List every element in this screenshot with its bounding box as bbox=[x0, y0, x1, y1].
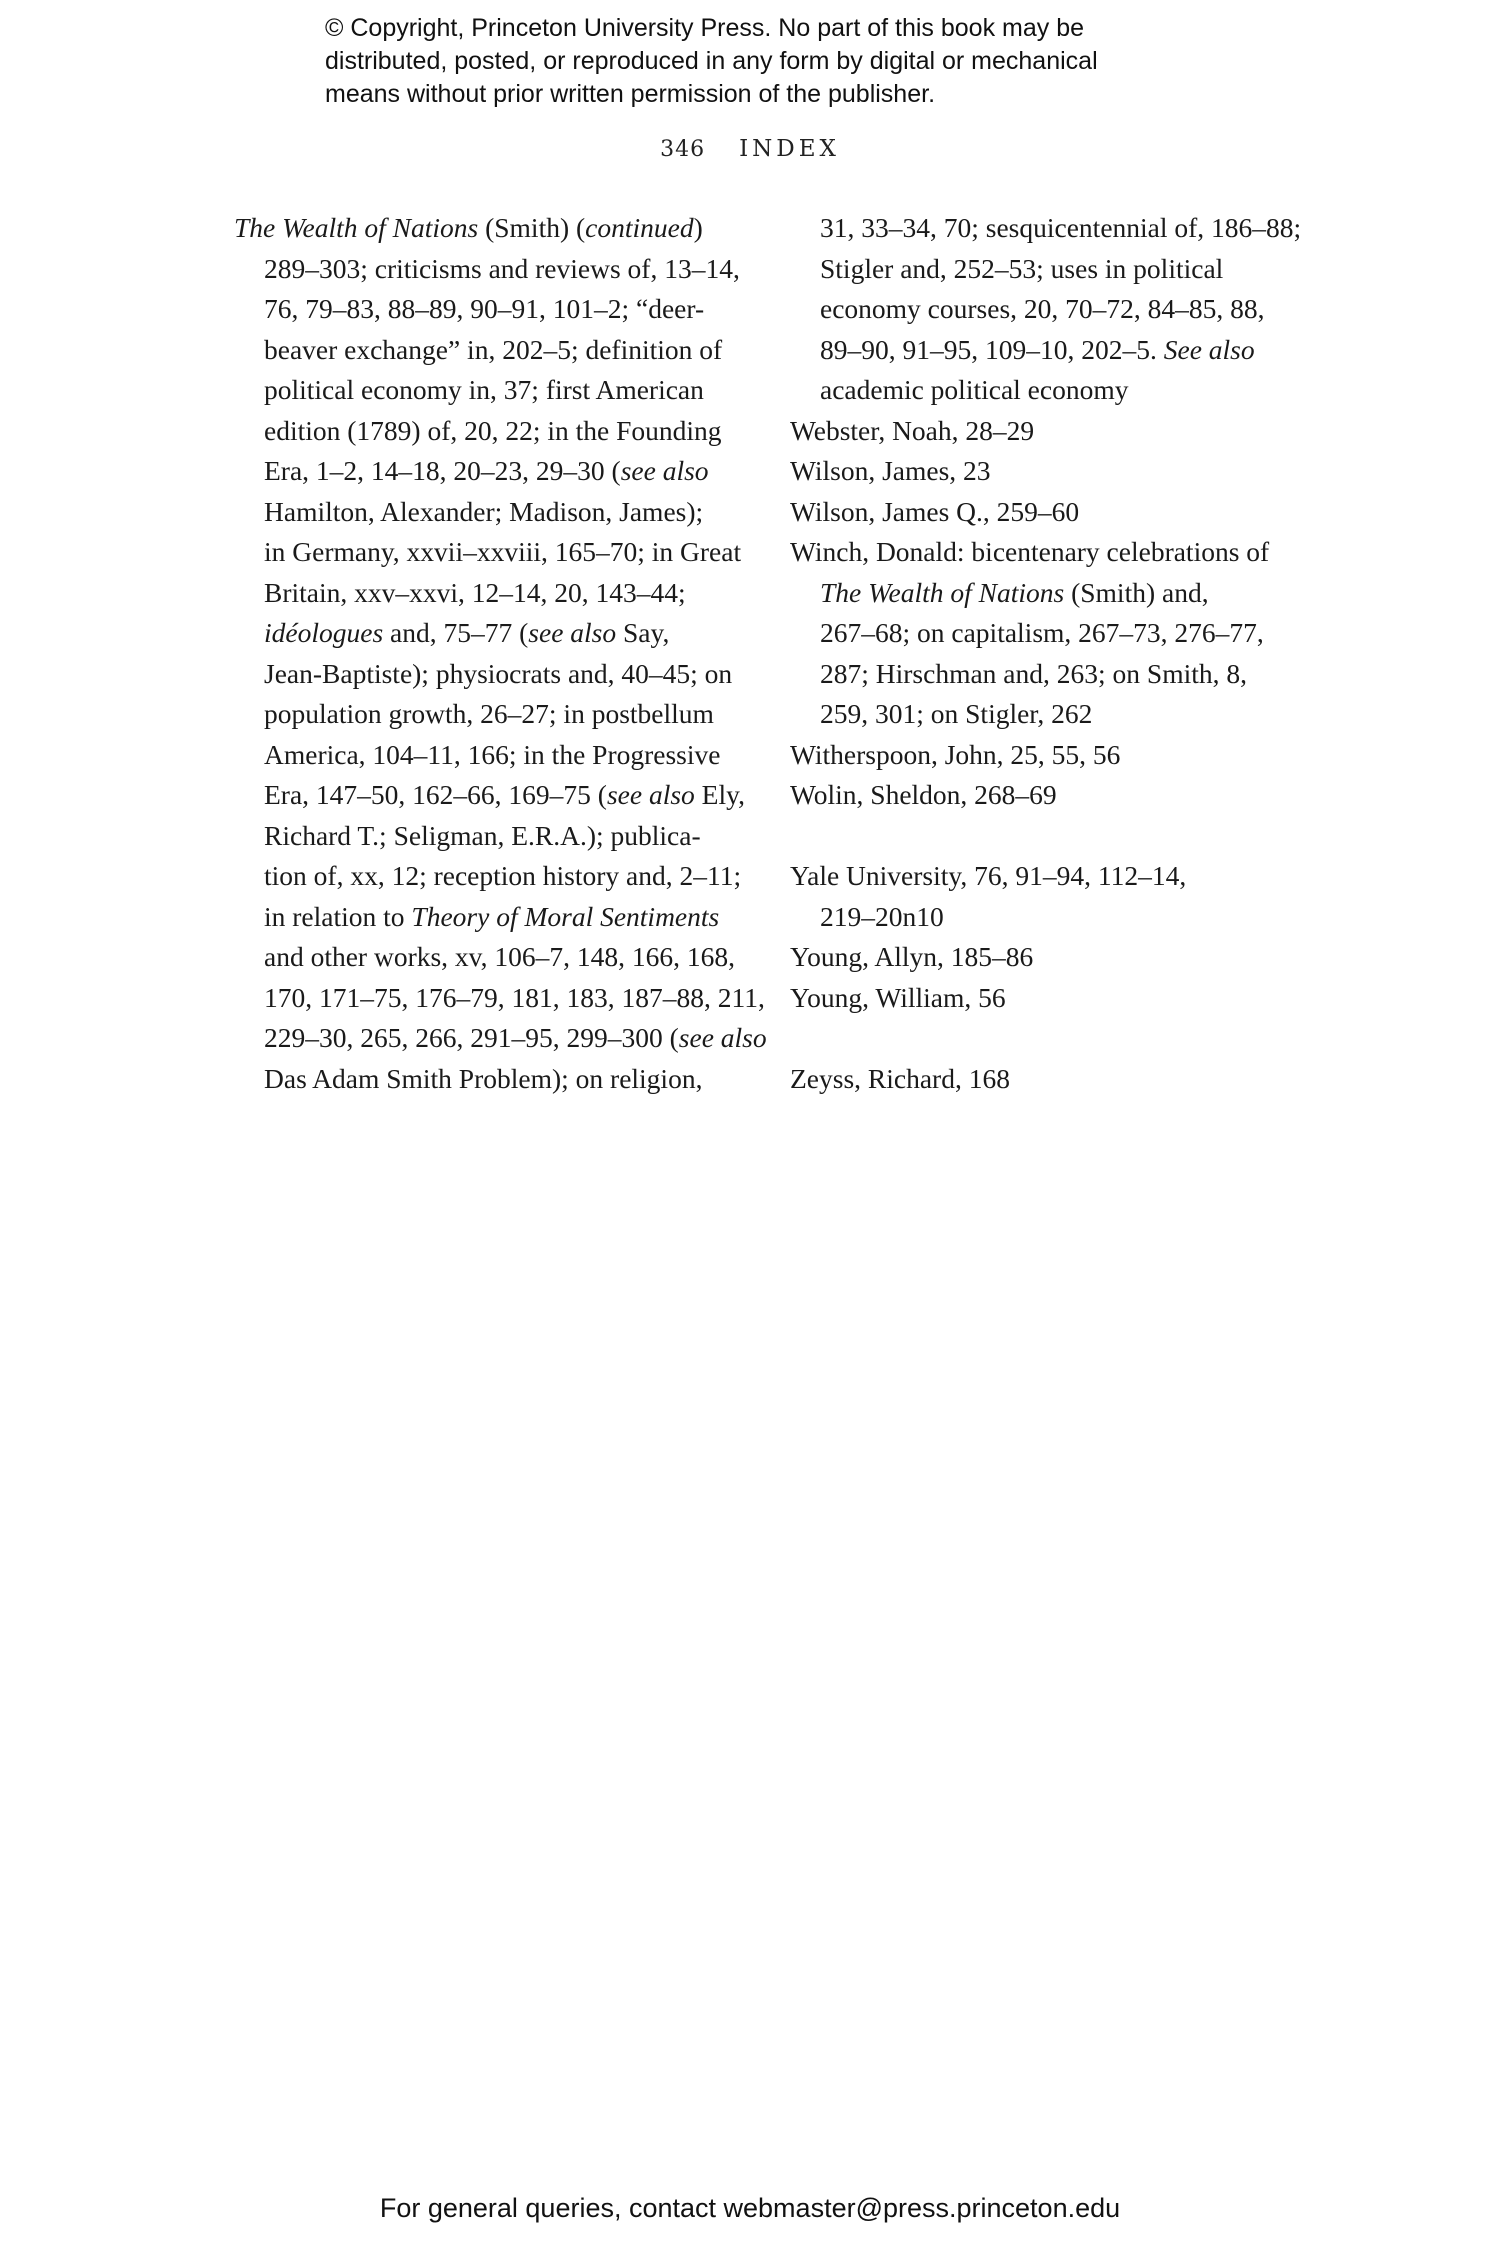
index-entry: Zeyss, Richard, 168 bbox=[790, 1062, 1010, 1094]
index-entry: Wolin, Sheldon, 268–69 bbox=[790, 779, 1057, 810]
index-entry: Young, William, 56 bbox=[790, 981, 1006, 1013]
index-entry: Winch, Donald: bicentenary celebrations of bbox=[790, 536, 1270, 567]
index-line: economy courses, 20, 70–72, 84–85, 88, bbox=[820, 293, 1265, 324]
index-line: edition (1789) of, 20, 22; in the Founding bbox=[264, 414, 722, 446]
index-line: Das Adam Smith Problem); on religion, bbox=[264, 1062, 703, 1094]
index-line: 170, 171–75, 176–79, 181, 183, 187–88, 211, bbox=[264, 981, 765, 1013]
index-entry: Wilson, James Q., 259–60 bbox=[790, 495, 1080, 527]
copyright-line: means without prior written permission of the publisher. bbox=[325, 80, 936, 108]
index-entry: Wilson, James, 23 bbox=[790, 455, 991, 486]
index-section-gap bbox=[790, 816, 1310, 857]
index-line: beaver exchange” in, 202–5; definition of bbox=[264, 333, 723, 365]
index-line: Era, 1–2, 14–18, 20–23, 29–30 (see also bbox=[264, 455, 709, 486]
index-line: Richard T.; Seligman, E.R.A.); publica- bbox=[264, 819, 701, 851]
copyright-line: © Copyright, Princeton University Press. No part of this book may be bbox=[325, 14, 1085, 42]
index-line: 287; Hirschman and, 263; on Smith, 8, bbox=[820, 657, 1247, 689]
index-entry: Young, Allyn, 185–86 bbox=[790, 941, 1034, 972]
page-title: INDEX bbox=[739, 136, 840, 162]
index-line: in relation to Theory of Moral Sentiments bbox=[264, 900, 720, 932]
index-line: 219–20n10 bbox=[820, 900, 944, 932]
page-number: 346 bbox=[660, 137, 706, 162]
index-entry: Webster, Noah, 28–29 bbox=[790, 414, 1035, 446]
index-line: political economy in, 37; first American bbox=[264, 374, 704, 405]
index-line: and other works, xv, 106–7, 148, 166, 168, bbox=[264, 941, 736, 972]
index-entry: Yale University, 76, 91–94, 112–14, bbox=[790, 860, 1187, 891]
index-line: The Wealth of Nations (Smith) and, bbox=[820, 576, 1209, 608]
index-line: tion of, xx, 12; reception history and, 2–11; bbox=[264, 860, 742, 891]
index-line: Britain, xxv–xxvi, 12–14, 20, 143–44; bbox=[264, 576, 686, 608]
index-line: Stigler and, 252–53; uses in political bbox=[820, 252, 1224, 284]
index-line: 289–303; criticisms and reviews of, 13–14, bbox=[264, 252, 740, 284]
index-line: 229–30, 265, 266, 291–95, 299–300 (see also bbox=[264, 1022, 767, 1053]
copyright-line: distributed, posted, or reproduced in any form by digital or mechanical bbox=[325, 47, 1098, 75]
index-section-gap bbox=[790, 1018, 1310, 1059]
index-line: in Germany, xxvii–xxviii, 165–70; in Great bbox=[264, 536, 742, 567]
copyright-notice bbox=[325, 12, 1225, 111]
index-line: America, 104–11, 166; in the Progressive bbox=[264, 738, 721, 770]
index-line: 76, 79–83, 88–89, 90–91, 101–2; “deer- bbox=[264, 293, 705, 324]
footer-contact: For general queries, contact webmaster@press.princeton.edu bbox=[379, 2193, 1121, 2223]
index-line: 89–90, 91–95, 109–10, 202–5. See also bbox=[820, 333, 1255, 365]
index-column-left bbox=[234, 208, 767, 1099]
index-line: 259, 301; on Stigler, 262 bbox=[820, 698, 1093, 729]
index-line: The Wealth of Nations (Smith) (continued) bbox=[234, 212, 703, 243]
index-line: 31, 33–34, 70; sesquicentennial of, 186–88; bbox=[820, 212, 1302, 243]
running-head bbox=[0, 136, 1500, 162]
index-line: Jean-Baptiste); physiocrats and, 40–45; on bbox=[264, 657, 733, 689]
index-line: academic political economy bbox=[820, 374, 1129, 405]
index-line: Hamilton, Alexander; Madison, James); bbox=[264, 495, 704, 527]
index-column-right bbox=[790, 208, 1310, 1099]
index-line: idéologues and, 75–77 (see also Say, bbox=[264, 617, 670, 648]
index-line: population growth, 26–27; in postbellum bbox=[264, 698, 714, 729]
index-line: Era, 147–50, 162–66, 169–75 (see also Ely, bbox=[264, 779, 745, 810]
index-line: 267–68; on capitalism, 267–73, 276–77, bbox=[820, 617, 1264, 648]
index-entry: Witherspoon, John, 25, 55, 56 bbox=[790, 738, 1121, 770]
